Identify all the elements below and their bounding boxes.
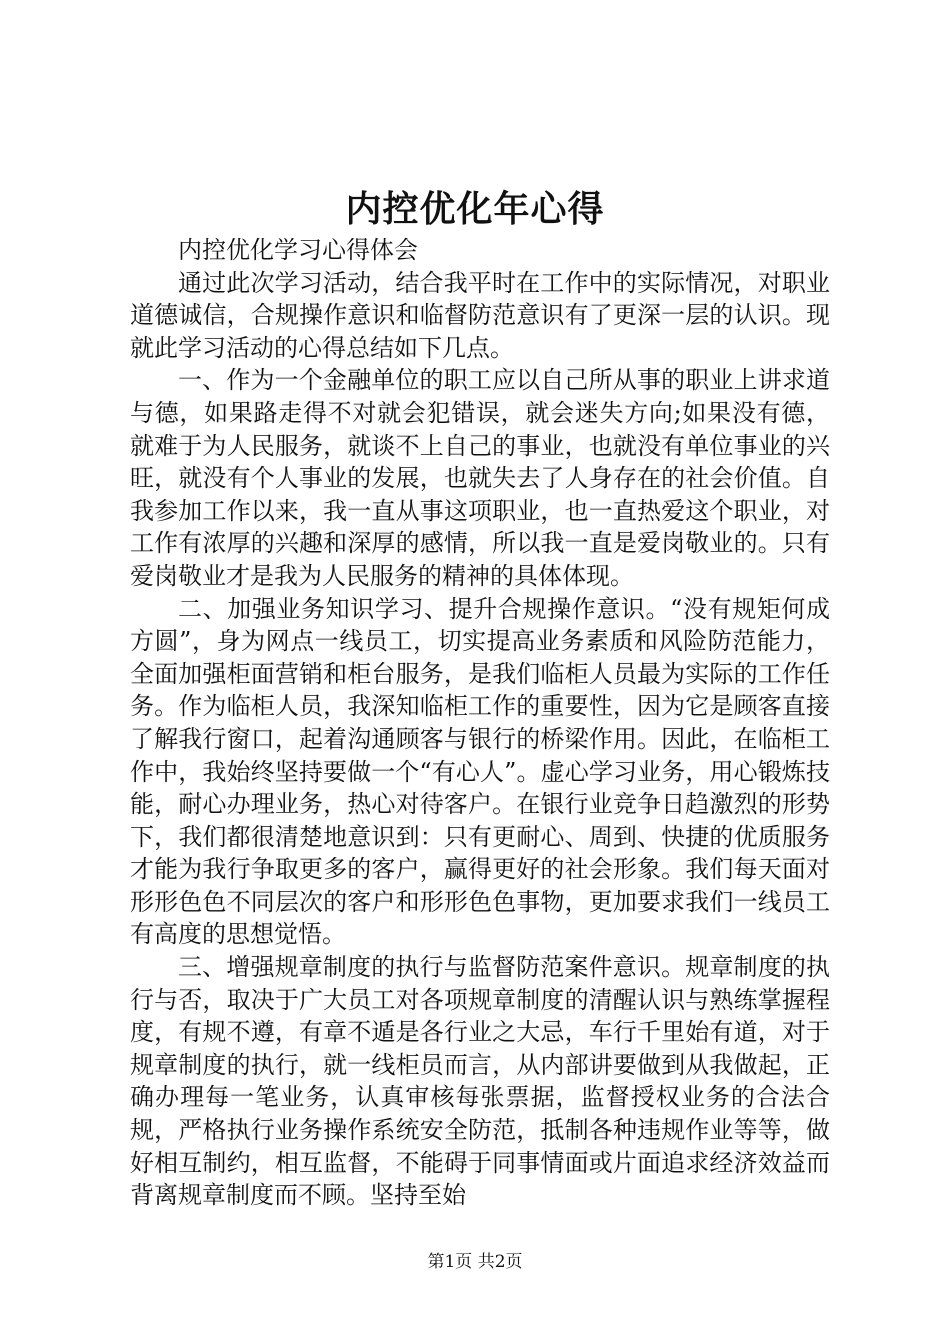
document-title: 内控优化年心得 xyxy=(345,188,605,230)
paragraph-section-2: 二、加强业务知识学习、提升合规操作意识。“没有规矩何成方圆”，身为网点一线员工，切实提高业务素质和风险防范能力，全面加强柜面营销和柜台服务，是我们临柜人员最为实际的工作任务。作为临柜人员，我深知临柜工作的重要性，因为它是顾客直接了解我行窗口，起着沟通顾客与银行的桥梁作用。因此，在临柜工作中，我始终坚持要做一个“有心人”。虚心学习业务，用心锻炼技能，耐心办理业务，热心对待客户。在银行业竞争日趋激烈的形势下，我们都很清楚地意识到：只有更耐心、周到、快捷的优质服务才能为我行争取更多的客户，赢得更好的社会形象。我们每天面对形形色色不同层次的客户和形形色色事物，更加要求我们一线员工有高度的思想觉悟。 xyxy=(130,594,830,949)
paragraph-section-1: 一、作为一个金融单位的职工应以自己所从事的职业上讲求道与德，如果路走得不对就会犯错误，就会迷失方向;如果没有德，就难于为人民服务，就谈不上自己的事业，也就没有单位事业的兴旺，就没有个人事业的发展，也就失去了人身存在的社会价值。自我参加工作以来，我一直从事这项职业，也一直热爱这个职业，对工作有浓厚的兴趣和深厚的感情，所以我一直是爱岗敬业的。只有爱岗敬业才是我为人民服务的精神的具体体现。 xyxy=(130,366,830,590)
paragraph-intro: 通过此次学习活动，结合我平时在工作中的实际情况，对职业道德诚信，合规操作意识和临督防范意识有了更深一层的认识。现就此学习活动的心得总结如下几点。 xyxy=(130,268,830,362)
paragraph-subtitle: 内控优化学习心得体会 xyxy=(178,236,418,264)
document-body xyxy=(130,234,830,1212)
page-footer: 第1页 共2页 xyxy=(427,1252,523,1272)
paragraph-section-3: 三、增强规章制度的执行与监督防范案件意识。规章制度的执行与否，取决于广大员工对各项规章制度的清醒认识与熟练掌握程度，有规不遵，有章不遁是各行业之大忌，车行千里始有道，对于规章制度的执行，就一线柜员而言，从内部讲要做到从我做起，正确办理每一笔业务，认真审核每张票据，监督授权业务的合法合规，严格执行业务操作系统安全防范，抵制各种违规作业等等，做好相互制约，相互监督，不能碍于同事情面或片面追求经济效益而背离规章制度而不顾。坚持至始 xyxy=(130,953,830,1210)
